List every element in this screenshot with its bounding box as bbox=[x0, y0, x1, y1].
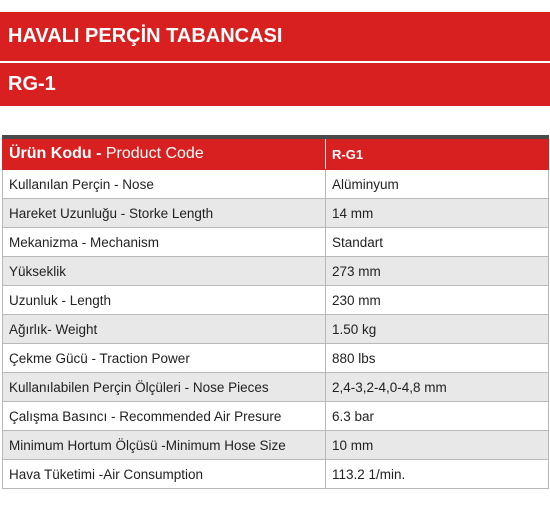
spec-label: Kullanılabilen Perçin Ölçüleri - Nose Pieces bbox=[3, 373, 326, 402]
spec-label: Ağırlık- Weight bbox=[3, 315, 326, 344]
table-row bbox=[3, 228, 549, 257]
spec-value: 1.50 kg bbox=[326, 315, 549, 344]
product-code-label-en: Product Code bbox=[105, 145, 204, 162]
table-row bbox=[3, 460, 549, 489]
product-code-value bbox=[326, 137, 549, 170]
spec-label: Hareket Uzunluğu - Storke Length bbox=[3, 199, 326, 228]
table-row bbox=[3, 199, 549, 228]
product-code-label bbox=[3, 137, 326, 170]
spec-value: 113.2 1/min. bbox=[326, 460, 549, 489]
table-row bbox=[3, 170, 549, 199]
product-code-label-tr: Ürün Kodu - bbox=[9, 145, 106, 162]
spec-value: 230 mm bbox=[326, 286, 549, 315]
spec-label: Uzunluk - Length bbox=[3, 286, 326, 315]
table-row bbox=[3, 344, 549, 373]
model-code: RG-1 bbox=[8, 73, 56, 95]
spec-value: Alüminyum bbox=[326, 170, 549, 199]
spec-label: Hava Tüketimi -Air Consumption bbox=[3, 460, 326, 489]
spec-label: Kullanılan Perçin - Nose bbox=[3, 170, 326, 199]
spec-label: Çekme Gücü - Traction Power bbox=[3, 344, 326, 373]
table-row bbox=[3, 286, 549, 315]
spec-label: Mekanizma - Mechanism bbox=[3, 228, 326, 257]
spec-value: 2,4-3,2-4,0-4,8 mm bbox=[326, 373, 549, 402]
product-title-bar bbox=[0, 12, 550, 61]
spec-value: 6.3 bar bbox=[326, 402, 549, 431]
table-row bbox=[3, 431, 549, 460]
table-row bbox=[3, 257, 549, 286]
spec-table-header bbox=[3, 137, 549, 170]
spec-value: 273 mm bbox=[326, 257, 549, 286]
spec-label: Yükseklik bbox=[3, 257, 326, 286]
model-bar bbox=[0, 63, 550, 106]
table-row bbox=[3, 373, 549, 402]
spec-value: 14 mm bbox=[326, 199, 549, 228]
spec-label: Çalışma Basıncı - Recommended Air Presure bbox=[3, 402, 326, 431]
product-code: R-G1 bbox=[332, 146, 364, 162]
table-row bbox=[3, 402, 549, 431]
spec-table bbox=[2, 135, 549, 489]
table-row bbox=[3, 315, 549, 344]
spec-label: Minimum Hortum Ölçüsü -Minimum Hose Size bbox=[3, 431, 326, 460]
spec-value: 10 mm bbox=[326, 431, 549, 460]
spec-value: Standart bbox=[326, 228, 549, 257]
spec-value: 880 lbs bbox=[326, 344, 549, 373]
product-title: HAVALI PERÇİN TABANCASI bbox=[8, 25, 283, 47]
